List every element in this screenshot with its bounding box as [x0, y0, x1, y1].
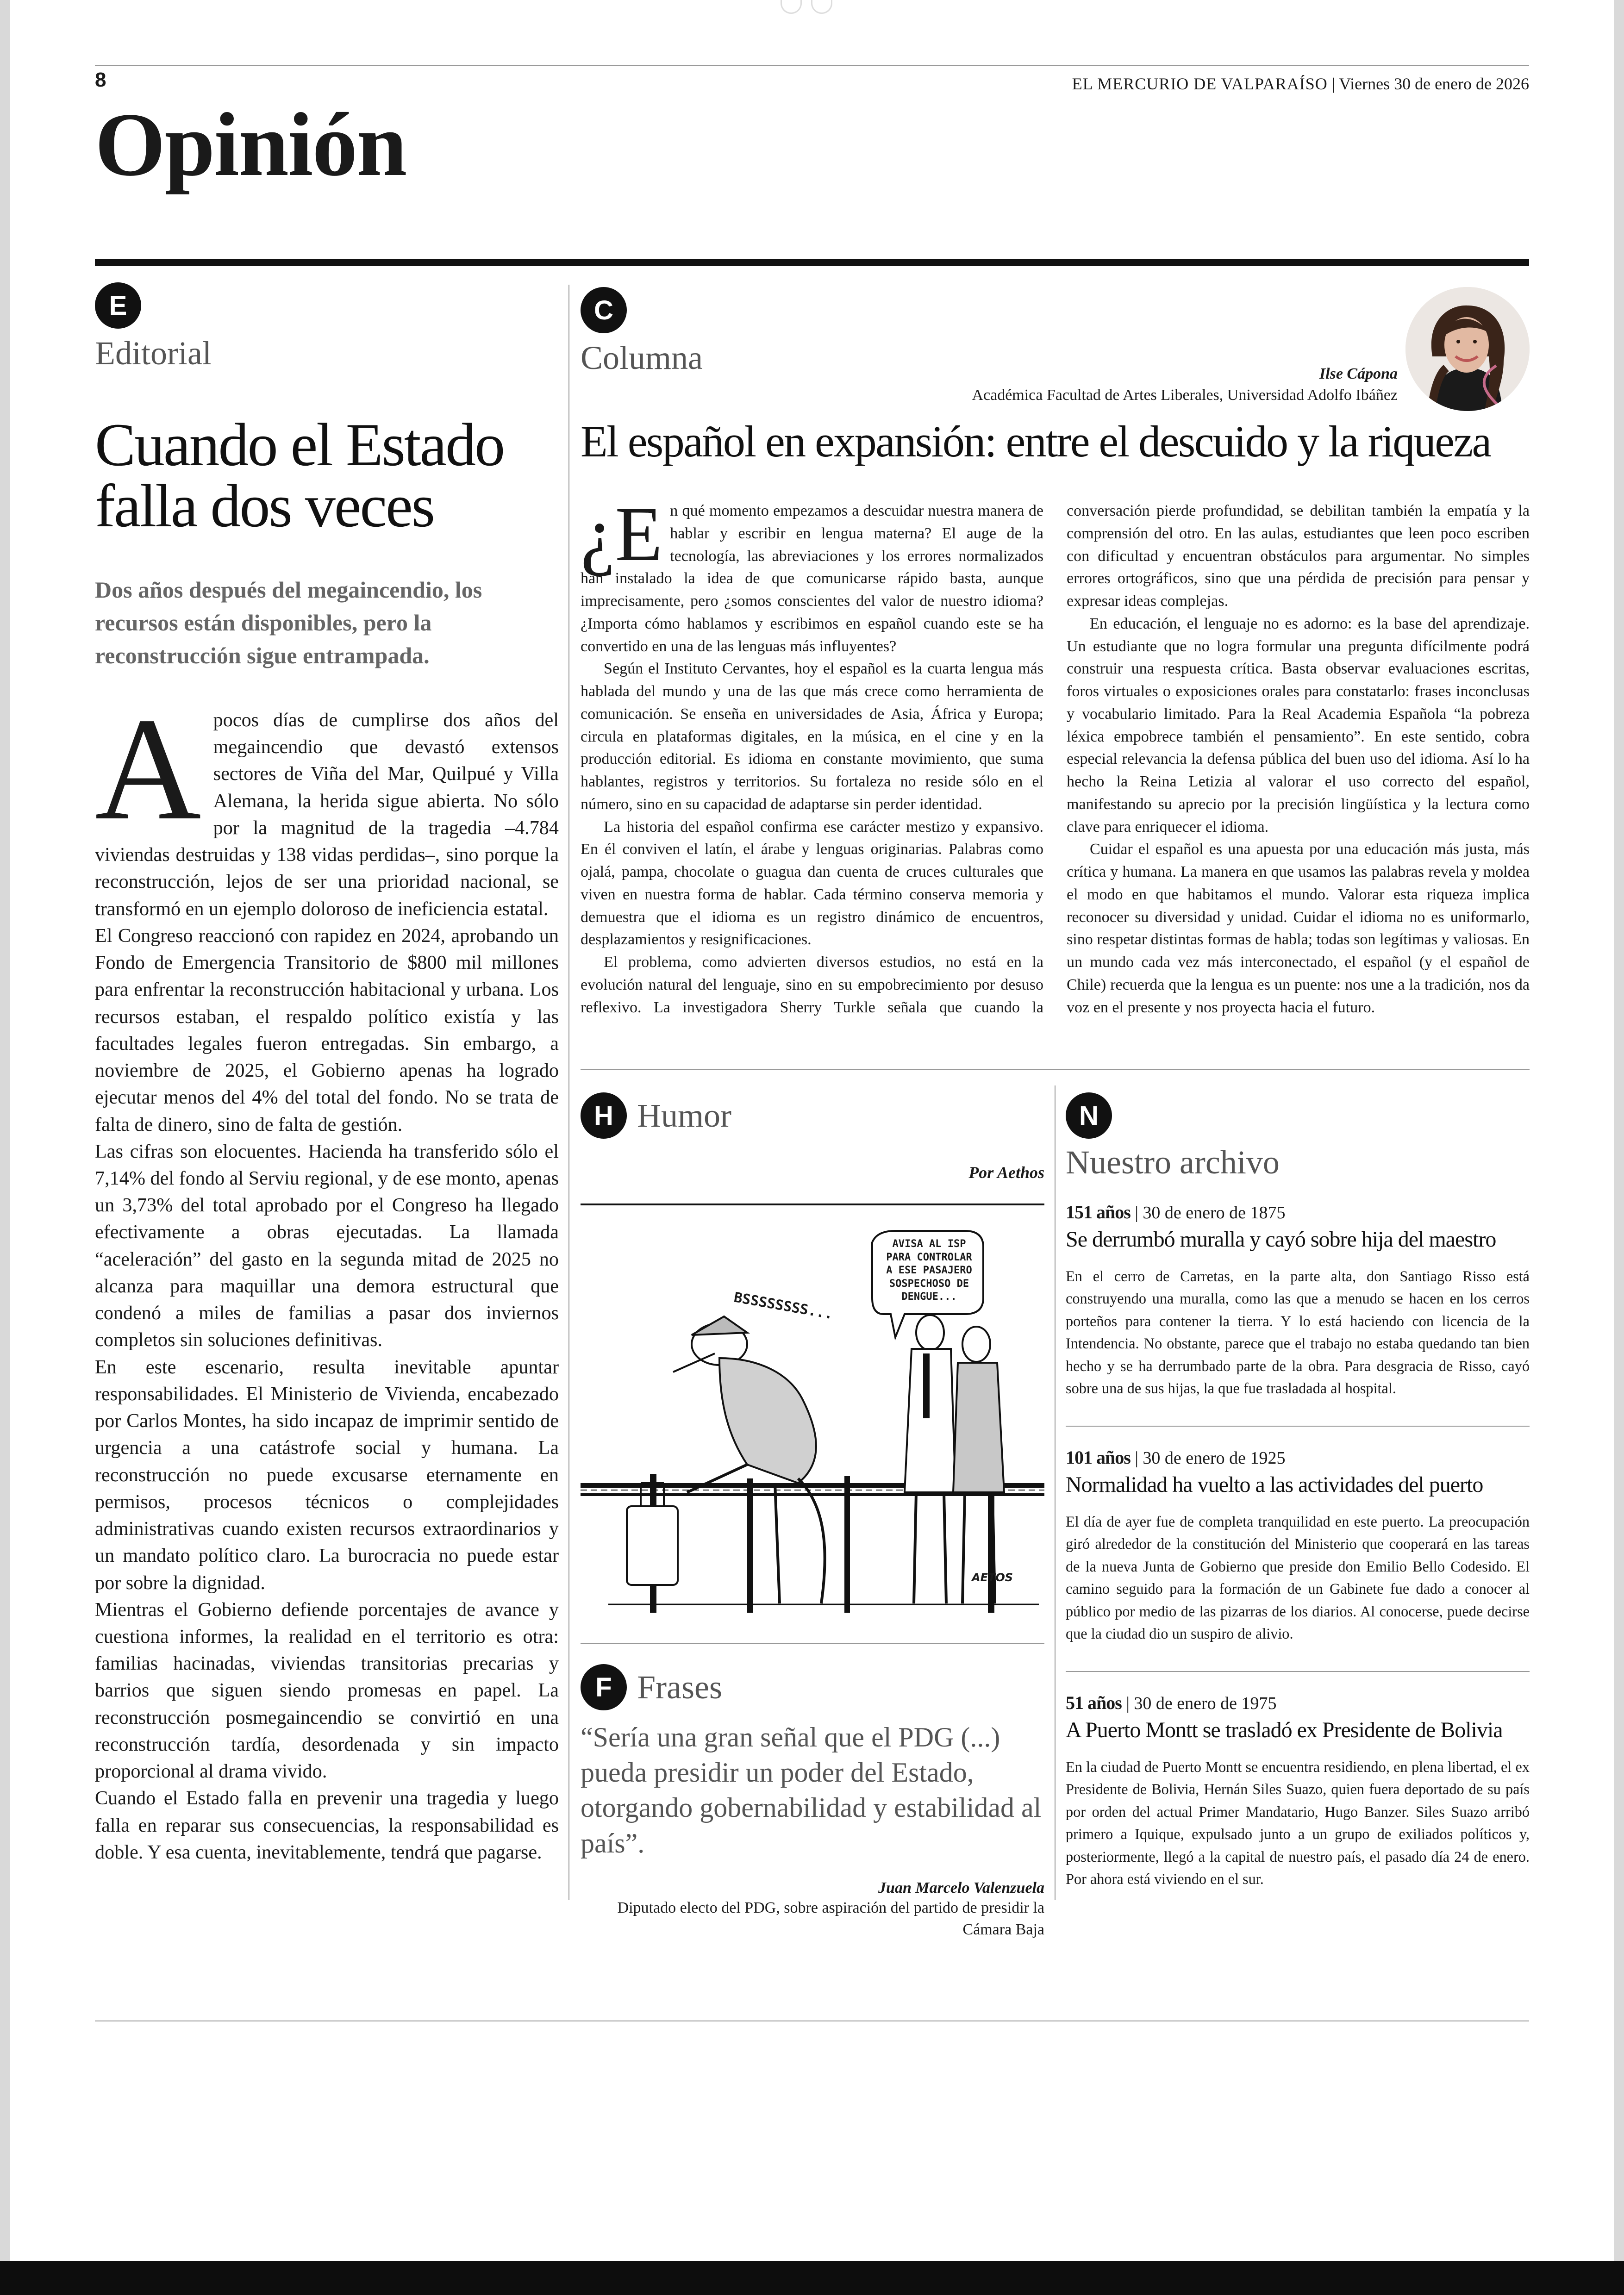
- humor-byline: Por Aethos: [968, 1163, 1044, 1182]
- editorial-deck: Dos años después del megaincendio, los recursos están disponibles, pero la reconstrucción sigue entrampada.: [95, 577, 482, 668]
- cartoon-speech: AVISA AL ISP PARA CONTROLAR A ESE PASAJERO SOSPECHOSO DE DENGUE...: [886, 1238, 972, 1303]
- archivo-item-years: 51 años: [1066, 1692, 1122, 1713]
- archivo-item-body: El día de ayer fue de completa tranquilidad en este puerto. La preocupación giró alrededor de la constitución del Ministerio que cooperará en las tareas de la nueva Junta de Gobierno que preside don Emilio Bello Codesido. El camino seguido para la formación de un Gabinete fue dado a conocer al público por medio de las pizarras de los diarios. Al conocerse, puede decirse que la ciudad dio un suspiro de alivio.: [1066, 1513, 1530, 1642]
- archivo-item-dateline: 101 años | 30 de enero de 1925: [1066, 1447, 1286, 1468]
- editorial-paragraph: Apocos días de cumplirse dos años del megaincendio que devastó extensos sectores de Viña del Mar, Quilpué y Villa Alemana, la herida sigue abierta. No sólo por la magnitud de la tragedia –4.784 viviendas destruidas y 138 vidas perdidas–, sino porque la reconstrucción, lejos de ser una prioridad nacional, se transformó en un ejemplo doloroso de ineficiencia estatal.: [95, 687, 559, 920]
- columna-bottom-rule: [581, 1069, 1530, 1070]
- archivo-item-date: 30 de enero de 1975: [1134, 1694, 1277, 1713]
- frases-heading: [581, 1664, 1044, 1710]
- editorial-headline: Cuando el Estado falla dos veces: [95, 411, 504, 540]
- editorial-dropcap: A: [95, 687, 201, 850]
- archivo-item-headline: Se derrumbó muralla y cayó sobre hija del maestro: [1066, 1227, 1496, 1252]
- paper-name: EL MERCURIO DE VALPARAÍSO: [1072, 75, 1328, 93]
- archivo-item-years: 151 años: [1066, 1202, 1131, 1222]
- archivo-item-dateline: 151 años | 30 de enero de 1875: [1066, 1202, 1286, 1222]
- separator: |: [1331, 75, 1339, 93]
- right-margin-bar: [1614, 0, 1624, 2295]
- frases-author: Juan Marcelo Valenzuela: [878, 1879, 1044, 1896]
- column-divider: [1055, 1085, 1056, 1900]
- author-meta: [972, 363, 1398, 406]
- editorial: [95, 282, 559, 1866]
- editorial-paragraph: Las cifras son elocuentes. Hacienda ha transferido sólo el 7,14% del fondo al Serviu regional, y de ese monto, apenas un 3,73% del total aprobado por el Congreso ha llegado efectivamente a obras ejecutadas. La llamada “aceleración” del gasto en la segunda mitad de 2025 no alcanza para maquillar una demora estructural que condenó a miles de familias a pasar dos inviernos completos sin soluciones definitivas.: [95, 1140, 559, 1351]
- columna-badge: C: [581, 287, 627, 333]
- cartoon-sound: BSSSSSSSS...: [732, 1289, 835, 1323]
- left-margin-bar: [0, 0, 10, 2295]
- archivo-item-body: En el cerro de Carretas, en la parte alta, don Santiago Risso está construyendo una muralla, como las que a menudo se hacen en los cerros porteños para contener la tierra. Y lo está haciendo con licencia de la Intendencia. No obstante, parece que el trabajo no estaba quedando tan bien hecho y se ha derrumbado parte de la obra. Para desgracia de Risso, cayó sobre una de sus hijas, la que fue trasladada al hospital.: [1066, 1268, 1530, 1397]
- columna-label: Columna: [581, 339, 703, 376]
- archivo-rule: [1066, 1671, 1530, 1672]
- cartoon: [581, 1204, 1044, 1620]
- archivo-item: [1066, 1447, 1530, 1645]
- section-title: Opinión: [95, 94, 406, 195]
- columna-paragraph: La historia del español confirma ese carácter mestizo y expansivo. En él conviven el latín, el árabe y lenguas originarias. Palabras como ojalá, pampa, chocolate o guagua dan cuenta de cruces culturales que viven en nuestra forma de hablar. Cada término conserva memoria y demuestra que el idioma es un registro dinámico de encuentros, desplazamientos y resignificaciones.: [581, 818, 1043, 948]
- pager-dot[interactable]: [781, 0, 802, 14]
- page-number: 8: [95, 69, 106, 91]
- author-role: Académica Facultad de Artes Liberales, Universidad Adolfo Ibáñez: [972, 386, 1398, 404]
- paper-info: [1072, 74, 1529, 94]
- columna-dropcap: ¿E: [581, 491, 663, 577]
- editorial-paragraph: Cuando el Estado falla en prevenir una tragedia y luego falla en reparar sus consecuencias, la responsabilidad es doble. Y esa cuenta, inevitablemente, tendrá que pagarse.: [95, 1787, 559, 1863]
- archivo-item: [1066, 1201, 1530, 1400]
- archivo-badge: N: [1066, 1092, 1112, 1139]
- columna-body: [581, 491, 1530, 1062]
- archivo-item-headline: Normalidad ha vuelto a las actividades del puerto: [1066, 1472, 1483, 1497]
- archivo-item-headline: A Puerto Montt se trasladó ex Presidente de Bolivia: [1066, 1718, 1503, 1742]
- humor-heading: [581, 1092, 1044, 1139]
- archivo-item-date: 30 de enero de 1875: [1143, 1203, 1286, 1222]
- archivo-item: [1066, 1692, 1530, 1890]
- author-name: Ilse Cápona: [1319, 365, 1398, 382]
- frases: [581, 1664, 1044, 1941]
- frases-quote: “Sería una gran señal que el PDG (...) pueda presidir un poder del Estado, otorgando gobernabilidad y estabilidad al país”.: [581, 1722, 1042, 1858]
- columna-paragraph: En educación, el lenguaje no es adorno: es la base del aprendizaje. Un estudiante que no logra formular una pregunta difícilmente podrá construir una respuesta crítica. Basta observar evaluaciones escritas, foros virtuales o exposiciones orales para constatarlo: frases inconclusas y vocabulario limitado. Para la Real Academia Española “la pobreza léxica empobrece también el pensamiento”. En este sentido, cobra especial relevancia la defensa pública del buen uso del idioma. Así lo ha hecho la Reina Letizia al valorar el uso correcto del español, manifestando su aprecio por la precisión lingüística y la lectura como clave para enriquecer el idioma.: [1067, 615, 1530, 836]
- archivo-item-date: 30 de enero de 1925: [1143, 1448, 1286, 1468]
- archivo-rule: [1066, 1426, 1530, 1427]
- columna-paragraph: El problema, como advierten diversos estudios, no está en la evolución natural del lenguaje, sino en su empobrecimiento por desuso reflexivo. La investigadora Sherry Turkle señala que cuando la conversación pierde profundidad, se debilitan también la empatía y la comprensión del otro. En las aulas, estudiantes que leen poco escriben con dificultad y encuentran obstáculos para argumentar. No simples errores ortográficos, sino que una pérdida de precisión para pensar y expresar ideas complejas.: [581, 502, 1530, 1016]
- frases-label: Frases: [637, 1668, 722, 1706]
- archivo-item-dateline: 51 años | 30 de enero de 1975: [1066, 1692, 1277, 1713]
- issue-date: Viernes 30 de enero de 2026: [1339, 75, 1529, 93]
- archivo-label: Nuestro archivo: [1066, 1144, 1280, 1181]
- columna-paragraph: Según el Instituto Cervantes, hoy el español es la cuarta lengua más hablada del mundo y una de las que más crece como herramienta de comunicación. Se enseña en universidades de Asia, África y Europa; circula en plataformas digitales, en la música, en el cine y en la producción editorial. Es idioma en constante movimiento, que suma hablantes, registros y territorios. Su fortaleza no reside sólo en el número, sino en su capacidad de adaptarse sin perder identidad.: [581, 660, 1043, 813]
- editorial-label: Editorial: [95, 335, 212, 372]
- editorial-paragraph: En este escenario, resulta inevitable apuntar responsabilidades. El Ministerio de Vivienda, encabezado por Carlos Montes, ha sido incapaz de imprimir sentido de urgencia a una catástrofe social y humana. La reconstrucción no puede excusarse eternamente en permisos, procesos técnicos o complejidades administrativas cuando existen recursos extraordinarios y un mandato político claro. La burocracia no puede estar por sobre la dignidad.: [95, 1356, 559, 1594]
- author-photo: [1405, 287, 1530, 411]
- editorial-body: [95, 687, 559, 1866]
- columna: [581, 287, 1530, 1074]
- section-rule: [95, 259, 1529, 266]
- columna-paragraph: ¿E n qué momento empezamos a descuidar nuestra manera de hablar y escribir en lengua materna? El auge de la tecnología, las abreviaciones y los errores normalizados han instalado la idea de que comunicarse rápido basta, aunque imprecisamente, pero ¿somos conscientes del valor de nuestro idioma? ¿Importa cómo hablamos y escribimos en español cuando este se ha convertido en una de las lenguas más influyentes?: [581, 491, 1043, 655]
- editorial-badge: E: [95, 282, 141, 329]
- pager-dots[interactable]: [781, 0, 843, 14]
- humor-label: Humor: [637, 1097, 731, 1134]
- header-rule: [95, 65, 1529, 66]
- humor: [581, 1092, 1044, 1625]
- frases-badge: F: [581, 1664, 627, 1710]
- archivo-item-years: 101 años: [1066, 1447, 1131, 1468]
- humor-badge: H: [581, 1092, 627, 1139]
- archivo-item-body: En la ciudad de Puerto Montt se encuentra residiendo, en plena libertad, el ex Presidente de Bolivia, Hernán Siles Suazo, quien fuera deportado de su país por orden del actual Primer Mandatario, Hugo Banzer. Siles Suazo arribó primero a Iquique, expulsado junto a un grupo de exiliados políticos y, posteriormente, llegó a la capital de nuestro país, el pasado día 24 de enero. Por ahora está viviendo en el sur.: [1066, 1759, 1530, 1888]
- column-divider: [568, 285, 569, 1900]
- pager-dot[interactable]: [811, 0, 832, 14]
- editorial-paragraph: El Congreso reaccionó con rapidez en 2024, aprobando un Fondo de Emergencia Transitorio de $800 mil millones para enfrentar la reconstrucción habitacional y urbana. Los recursos estaban, el respaldo político existía y las facultades legales fueron entregadas. Sin embargo, a noviembre de 2025, el Gobierno apenas ha logrado ejecutar menos del 4% del total del fondo. No se trata de falta de dinero, sino de falta de gestión.: [95, 924, 559, 1135]
- editorial-paragraph: Mientras el Gobierno defiende porcentajes de avance y cuestiona informes, la realidad en el territorio es otra: familias hacinadas, viviendas transitorias precarias y barrios que siguen siendo promesas en papel. La reconstrucción posmegaincendio se convirtió en una reconstrucción tardía, desordenada y sin impacto proporcional al drama vivido.: [95, 1598, 559, 1783]
- archivo: [1066, 1092, 1530, 1902]
- bottom-toolbar: [0, 2261, 1624, 2295]
- columna-paragraph: Cuidar el español es una apuesta por una educación más justa, más crítica y humana. La manera en que usamos las palabras revela y moldea el modo en que habitamos el mundo. Valorar esta riqueza implica reconocer su diversidad y unidad. Cuidar el idioma no es uniformarlo, sino respetar distintas formas de habla; todas son legítimas y valiosas. En un mundo cada vez más interconectado, el español (y el español de Chile) recuerda que la lengua es un puente: nos une a la tradición, nos da voz en el presente y nos proyecta hacia el futuro.: [1067, 841, 1530, 1016]
- humor-bottom-rule: [581, 1643, 1044, 1644]
- frases-role: Diputado electo del PDG, sobre aspiración del partido de presidir la Cámara Baja: [617, 1899, 1044, 1939]
- columna-headline: El español en expansión: entre el descuido y la riqueza: [581, 417, 1491, 466]
- cartoon-signature: AETOS: [972, 1571, 1013, 1584]
